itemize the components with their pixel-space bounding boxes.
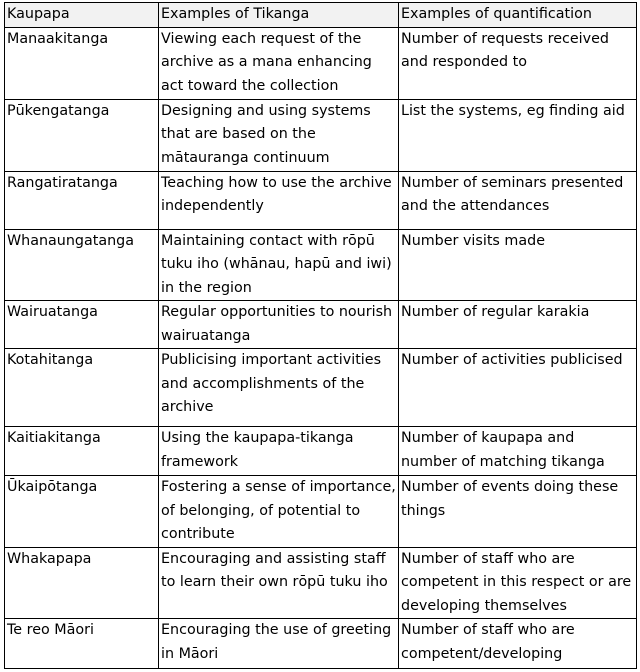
header-tikanga: Examples of Tikanga	[159, 3, 399, 28]
cell-quantification: List the systems, eg finding aid	[399, 99, 637, 171]
header-kaupapa: Kaupapa	[5, 3, 159, 28]
table-row	[5, 99, 637, 171]
cell-kaupapa: Rangatiratanga	[5, 171, 159, 229]
cell-tikanga: Fostering a sense of importance, of belonging, of potential to contribute	[159, 476, 399, 548]
cell-kaupapa: Kotahitanga	[5, 349, 159, 427]
cell-tikanga: Designing and using systems that are based on the mātauranga continuum	[159, 99, 399, 171]
table-row	[5, 301, 637, 349]
cell-tikanga: Encouraging and assisting staff to learn their own rōpū tuku iho	[159, 547, 399, 619]
cell-kaupapa: Whakapapa	[5, 547, 159, 619]
table-row	[5, 619, 637, 669]
cell-quantification: Number of seminars presented and the attendances	[399, 171, 637, 229]
table-row	[5, 476, 637, 548]
cell-quantification: Number of regular karakia	[399, 301, 637, 349]
table-row	[5, 171, 637, 229]
cell-tikanga: Regular opportunities to nourish wairuatanga	[159, 301, 399, 349]
cell-quantification: Number of staff who are competent/developing	[399, 619, 637, 669]
cell-tikanga: Encouraging the use of greeting in Māori	[159, 619, 399, 669]
cell-kaupapa: Pūkengatanga	[5, 99, 159, 171]
table-row	[5, 229, 637, 301]
cell-quantification: Number of kaupapa and number of matching tikanga	[399, 427, 637, 476]
cell-kaupapa: Whanaungatanga	[5, 229, 159, 301]
table-row	[5, 427, 637, 476]
cell-tikanga: Using the kaupapa-tikanga framework	[159, 427, 399, 476]
cell-tikanga: Publicising important activities and accomplishments of the archive	[159, 349, 399, 427]
cell-quantification: Number of staff who are competent in this respect or are developing themselves	[399, 547, 637, 619]
cell-quantification: Number visits made	[399, 229, 637, 301]
cell-kaupapa: Ūkaipōtanga	[5, 476, 159, 548]
header-quantification: Examples of quantification	[399, 3, 637, 28]
cell-quantification: Number of requests received and responded to	[399, 27, 637, 99]
cell-kaupapa: Wairuatanga	[5, 301, 159, 349]
table-row	[5, 27, 637, 99]
cell-quantification: Number of events doing these things	[399, 476, 637, 548]
cell-kaupapa: Kaitiakitanga	[5, 427, 159, 476]
cell-tikanga: Teaching how to use the archive independently	[159, 171, 399, 229]
cell-quantification: Number of activities publicised	[399, 349, 637, 427]
table-row	[5, 547, 637, 619]
cell-kaupapa: Te reo Māori	[5, 619, 159, 669]
cell-tikanga: Maintaining contact with rōpū tuku iho (whānau, hapū and iwi) in the region	[159, 229, 399, 301]
table-header-row	[5, 3, 637, 28]
kaupapa-tikanga-table	[4, 2, 637, 669]
cell-kaupapa: Manaakitanga	[5, 27, 159, 99]
table-row	[5, 349, 637, 427]
cell-tikanga: Viewing each request of the archive as a mana enhancing act toward the collection	[159, 27, 399, 99]
